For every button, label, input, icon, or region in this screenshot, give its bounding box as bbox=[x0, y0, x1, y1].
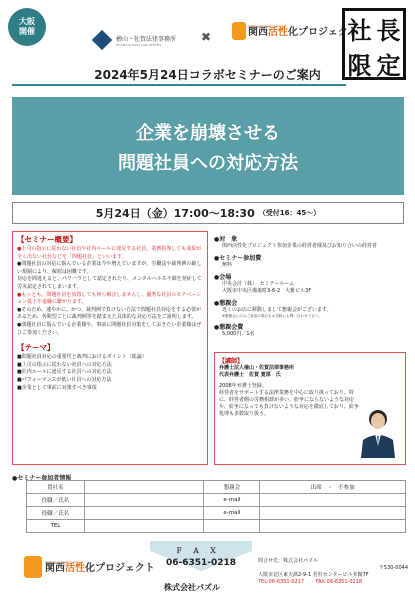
empty-cell bbox=[260, 520, 406, 533]
overview-p3: 対応を間違えると、パワハラとして認定されたり、メンタルヘルス不調を発症して労災認定されてしまいます。 bbox=[17, 276, 202, 290]
table-row bbox=[27, 507, 406, 520]
attendance-choice[interactable]: 出席 ・ 不参加 bbox=[260, 481, 406, 494]
lecturer-bio1: 2008年弁護士登録。 bbox=[219, 383, 267, 389]
kansai-logo-small: KANSAI Activation Project bbox=[248, 24, 287, 28]
theme-item: ■社内ルールに違反する社員への対応方法 bbox=[17, 369, 112, 376]
tel-input[interactable] bbox=[84, 520, 204, 533]
contact-info bbox=[258, 558, 408, 586]
badge-line1: 大阪 bbox=[19, 17, 35, 26]
venue-address: 大阪市中央区備後町3-6-2 大雅ビル3F bbox=[222, 288, 312, 294]
overview-heading: 【セミナー概要】 bbox=[17, 235, 77, 244]
venue-name: 中央会計（株） セミナールーム bbox=[222, 281, 295, 287]
contact-fax: FAX:06-6351-0218 bbox=[315, 579, 363, 585]
theme-item: ■問題社員対応の重要性と裁判におけるポイント（総論） bbox=[17, 354, 147, 361]
email-input[interactable] bbox=[260, 494, 406, 507]
contact-title: 問合せ先：株式会社パズル bbox=[258, 558, 319, 564]
form-label-title-name: 役職／氏名 bbox=[27, 494, 85, 507]
social-heading: ●懇親会 bbox=[214, 300, 238, 307]
law-office-mark-icon bbox=[92, 30, 112, 50]
contact-address: 大阪市北区東天満2-9-1 若杉センタービル本館7F bbox=[258, 572, 369, 578]
table-row bbox=[27, 520, 406, 533]
law-office-sub: HIYAMA & SAGA LAW OFFICES bbox=[116, 42, 162, 47]
title-name-input[interactable] bbox=[84, 494, 204, 507]
seal-char-4: 定 bbox=[376, 51, 401, 80]
form-title: ●セミナー参加者情報 bbox=[12, 475, 72, 482]
law-office-logo bbox=[92, 30, 176, 50]
seal-char-2: 長 bbox=[376, 16, 401, 45]
form-label-tel: TEL bbox=[27, 520, 85, 533]
contact-postal: 〒530-0044 bbox=[378, 565, 408, 571]
target-heading: ●対 象 bbox=[214, 236, 238, 243]
fee-heading: ●セミナー参加費 bbox=[214, 255, 262, 262]
seal-char-3: 限 bbox=[347, 51, 372, 80]
overview-p4: ●もっとも、問題社員を放置しても何ら解決しませんし、優秀な社員のモチベーション低下や退職に繋がります。 bbox=[17, 291, 202, 306]
overview-p1: ●上司の指示に従わない社員や社内ルールに違反する社員、業務指導しても成果が全く出ない社員などを「問題社員」といいます。 bbox=[17, 246, 202, 260]
kansai-project-logo bbox=[232, 22, 358, 40]
kansai-logo-text: 関西活性化プロジェクト bbox=[45, 563, 155, 574]
contact-tel[interactable]: TEL:06-6351-0217 bbox=[258, 579, 305, 585]
form-label-email: e-mail bbox=[204, 494, 260, 507]
fax-number: 06-6351-0218 bbox=[165, 558, 237, 568]
form-label-social: 懇親会 bbox=[204, 481, 260, 494]
lecturer-name: 代表弁護士 佐賀 寛厚 氏 bbox=[219, 372, 281, 378]
title-name-input[interactable] bbox=[84, 507, 204, 520]
registration-form bbox=[26, 480, 406, 533]
hero-line1: 企業を崩壊させる bbox=[136, 123, 280, 144]
date-sub: （受付16：45〜） bbox=[258, 209, 321, 217]
overview-p2: ●問題社員の対応に悩んでいる企業は今や増えていますが、労働法や裁判例の厳しい規制により、解雇は困難です。 bbox=[17, 261, 202, 275]
law-office-name: 檜山・佐賀法律事務所 bbox=[116, 35, 177, 43]
lecturer-box bbox=[214, 352, 406, 465]
theme-item: ■パフォーマンスが低い社員への対応方法 bbox=[17, 376, 112, 383]
company-name: 株式会社パズル bbox=[164, 583, 220, 592]
company-input[interactable] bbox=[84, 481, 204, 494]
fax-label: ＦＡＸ bbox=[175, 547, 227, 555]
form-label-company: 貴社名 bbox=[27, 481, 85, 494]
kansai-project-logo-bottom bbox=[24, 556, 155, 578]
social-fee-text: 5,000円／1名 bbox=[222, 331, 255, 337]
form-label-title-name: 役職／氏名 bbox=[27, 507, 85, 520]
contact-phones bbox=[258, 579, 408, 586]
collab-cross-icon: ✖ bbox=[201, 30, 212, 44]
kansai-logo-text: 関西活性化プロジェクト bbox=[248, 27, 358, 38]
kansai-mark-icon bbox=[232, 22, 246, 40]
seal-char-1: 社 bbox=[347, 16, 372, 45]
overview-box bbox=[12, 231, 208, 465]
social-note: ※懇親会にのみご参加の場合もお気軽にお問い合わせ下さい。 bbox=[222, 314, 323, 318]
info-column bbox=[214, 231, 406, 338]
form-label-email: e-mail bbox=[204, 507, 260, 520]
theme-item: ■企業として事前に対策すべき事項 bbox=[17, 384, 97, 391]
lecturer-heading: 【講師】 bbox=[219, 358, 244, 365]
fee-text: 無料 bbox=[222, 262, 233, 268]
target-text: 関西活性化プロジェクト参加企業の経営者様及びお知り合いの経営者 bbox=[222, 243, 377, 249]
badge-line2: 開催 bbox=[19, 27, 35, 36]
venue-heading: ●会場 bbox=[214, 274, 232, 281]
fax-box bbox=[155, 546, 247, 568]
social-fee-heading: ●懇親会費 bbox=[214, 324, 244, 331]
osaka-badge bbox=[8, 8, 46, 46]
overview-p6: ●問題社員に悩んでいる企業様や、事前に問題社員対策をしておきたい企業様はぜひご参加ください。 bbox=[17, 321, 202, 336]
theme-heading: 【テーマ】 bbox=[17, 343, 55, 353]
date-main: 5月24日（金）17:00〜18:30 bbox=[95, 207, 255, 220]
lecturer-bio2: 経営者をサポートする法律業務を中心に取り扱っており、特に、経営者側の労務相談が多い。紛争にならないような対応や、紛争になっても負けないような対応を徹底しており、紛争処理も多数取り扱う。 bbox=[219, 390, 359, 417]
empty-cell bbox=[204, 520, 260, 533]
social-text: 近くのお店に移動しまして懇親会がございます。 bbox=[222, 307, 332, 313]
table-row bbox=[27, 494, 406, 507]
seminar-intro: 2024年5月24日コラボセミナーのご案内 bbox=[94, 68, 321, 82]
hero-line2: 問題社員への対応方法 bbox=[118, 153, 298, 174]
overview-p5: ●そのため、速やかに、かつ、裁判例で負けない方法で問題社員対応をする必要があるため、各類型ごとに裁判例等を踏まえた具体的な対応方法をご説明します。 bbox=[17, 306, 201, 321]
lecturer-org: 弁護士法人檜山・佐賀法律事務所 bbox=[219, 365, 295, 371]
date-bar bbox=[12, 202, 404, 224]
email-input[interactable] bbox=[260, 507, 406, 520]
lecturer-portrait bbox=[359, 406, 397, 458]
divider bbox=[12, 84, 346, 86]
kansai-logo-small: KANSAI Activation Project bbox=[45, 560, 84, 564]
table-row bbox=[27, 481, 406, 494]
hero-banner bbox=[12, 97, 404, 195]
kansai-mark-icon bbox=[24, 556, 42, 578]
theme-item: ■上司の指示に従わない社員への対応方法 bbox=[17, 361, 112, 368]
